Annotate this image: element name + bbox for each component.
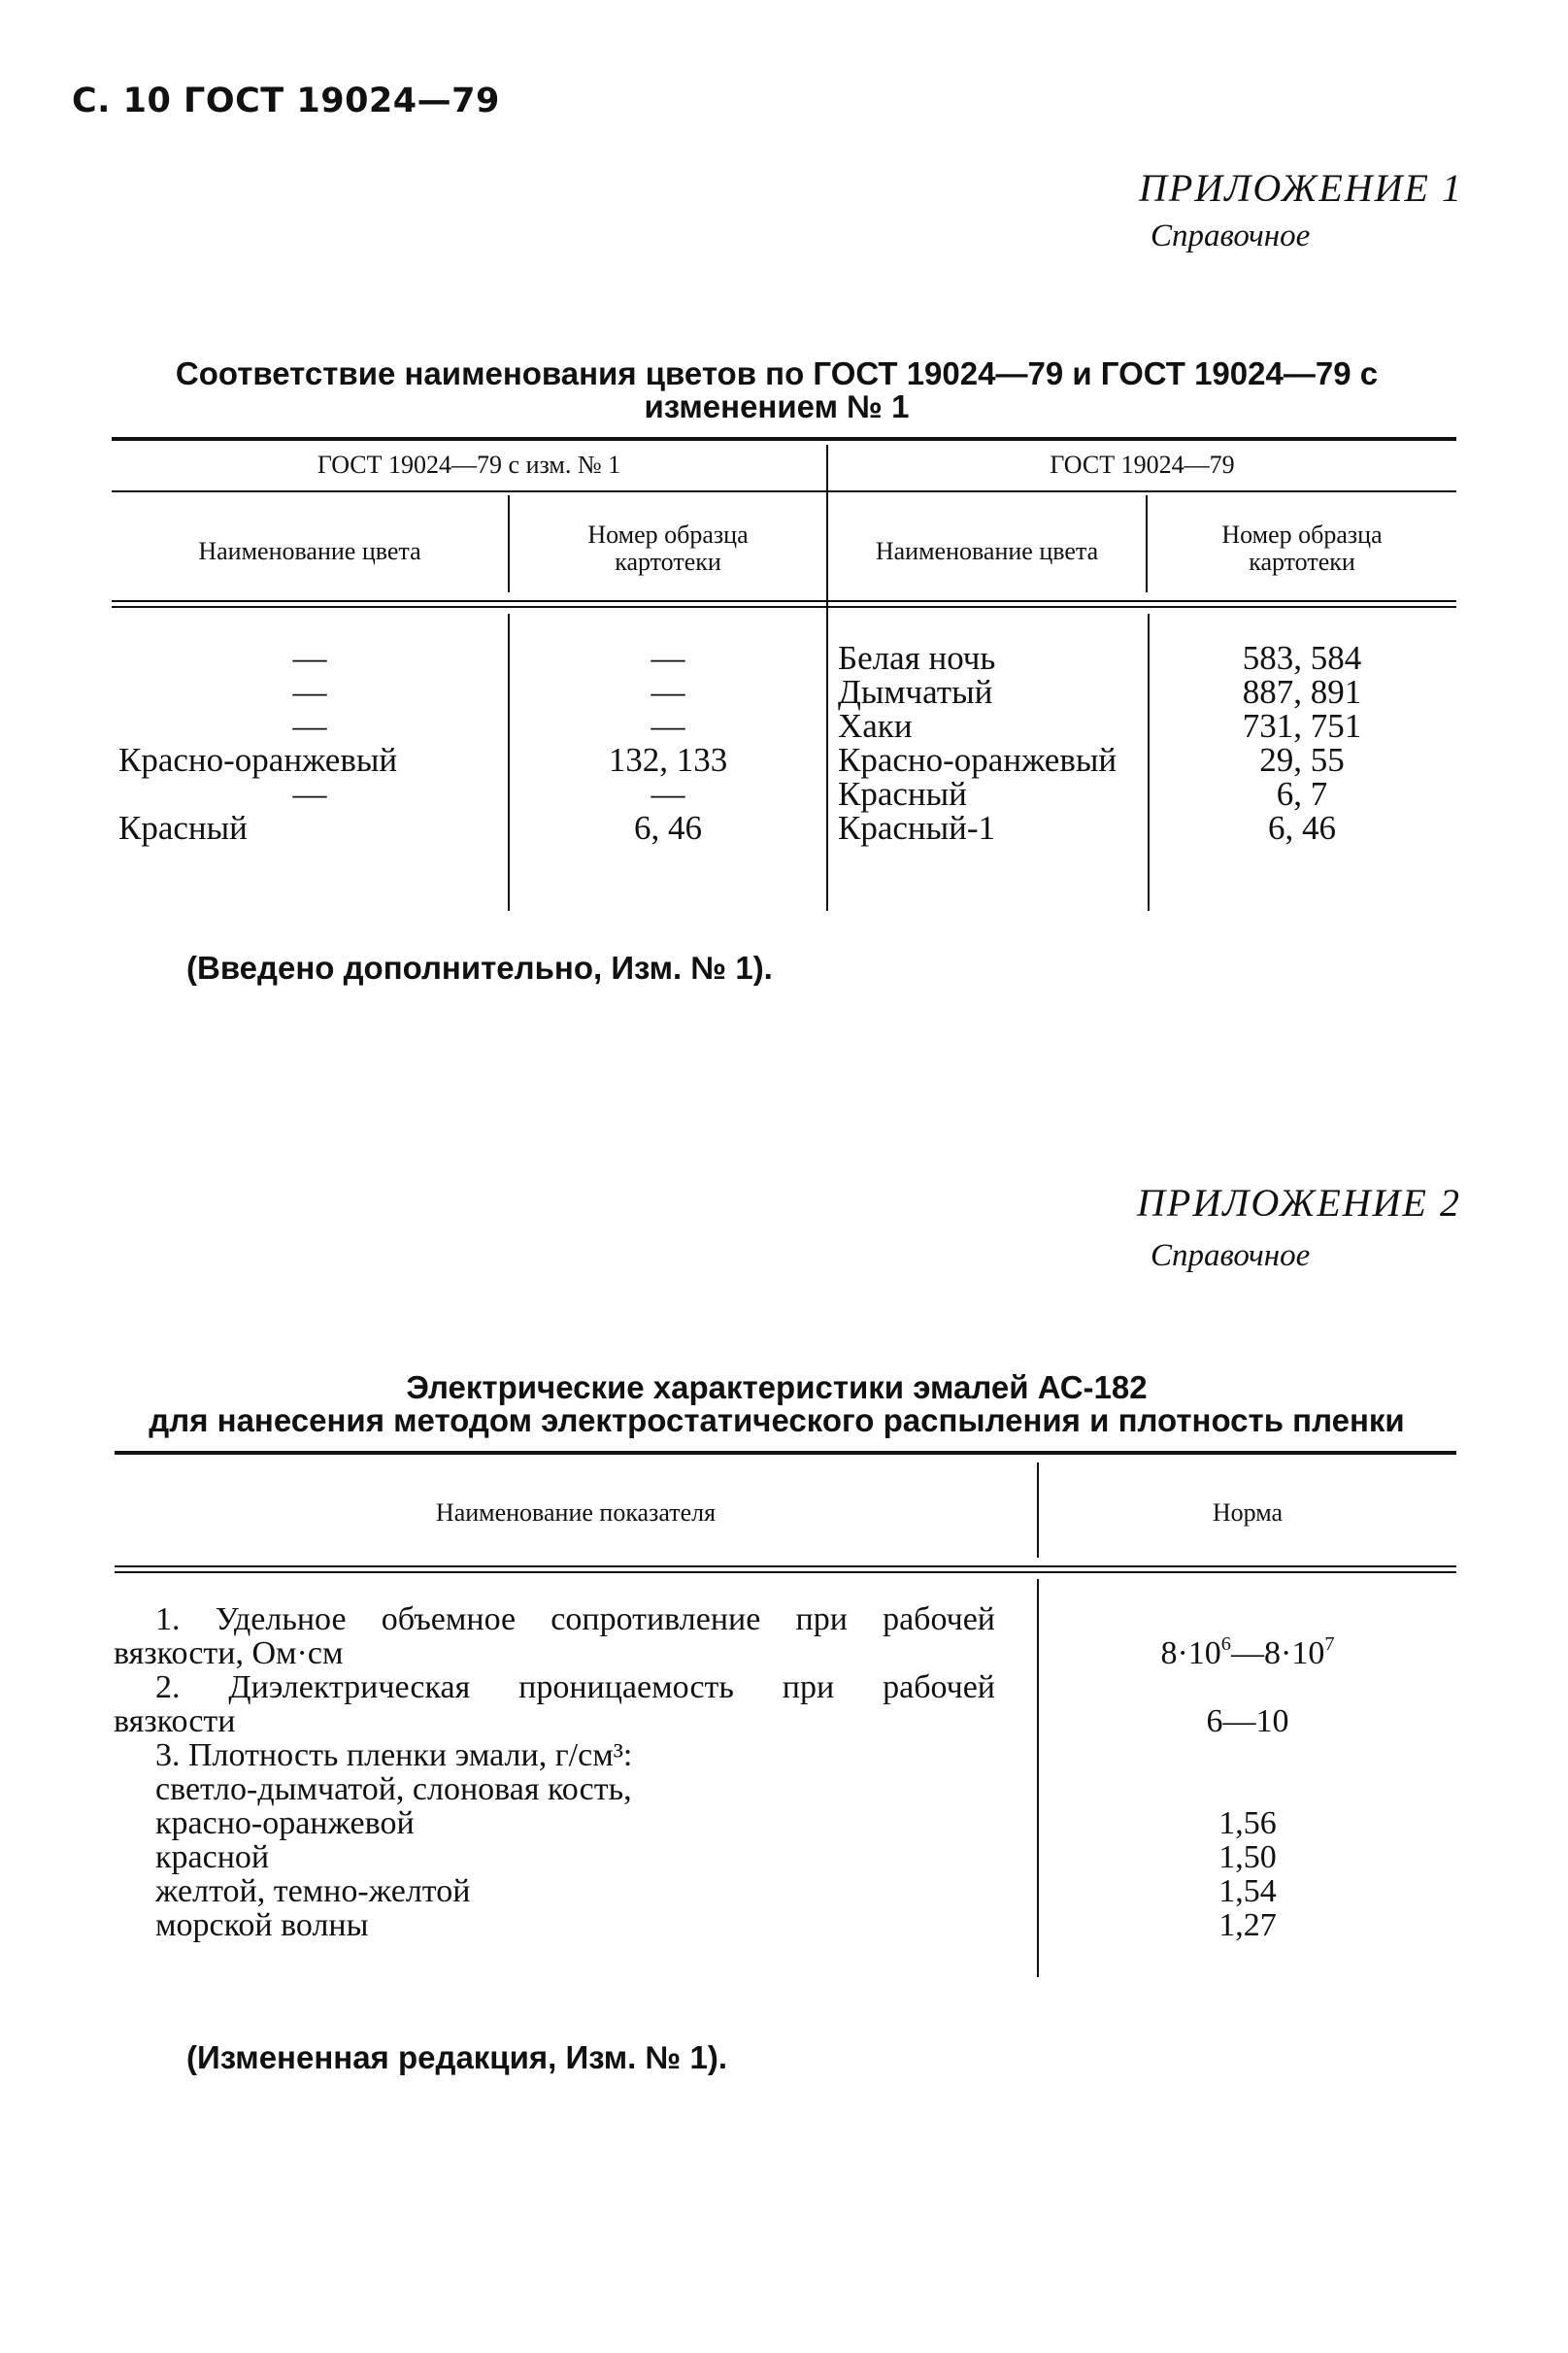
table2-row3-value: 1,27 (1218, 1907, 1277, 1943)
table1-col-header-4a: Номер образца (1221, 521, 1383, 549)
table1-cell: 6, 46 (634, 809, 702, 847)
appendix2-note: (Измененная редакция, Изм. № 1). (186, 2039, 727, 2075)
table2-col-header-1: Наименование показателя (435, 1498, 717, 1527)
table2-row3-line6: морской волны (155, 1907, 369, 1943)
table1-col-header-3: Наименование цвета (875, 537, 1099, 565)
table2-row3-line5: желтой, темно-желтой (155, 1873, 471, 1909)
appendix1-note: (Введено дополнительно, Изм. № 1). (186, 950, 773, 986)
table2-row2-value: 6—10 (1206, 1703, 1289, 1739)
table2-row1-line2: вязкости, Ом·см (114, 1635, 344, 1671)
table1-cell: Красно-оранжевый (838, 741, 1118, 779)
table2-row3-value: 1,50 (1218, 1839, 1277, 1875)
table2-row2-line2: вязкости (114, 1703, 236, 1739)
table2-row2-line1: 2. Диэлектрическая проницаемость при рабочей (155, 1669, 995, 1705)
table1-col-header-4b: картотеки (1249, 548, 1355, 576)
table1-cell: 583, 584 (1242, 639, 1362, 677)
table1-header-rule-a (112, 600, 1456, 602)
table2-row3-line4: красной (155, 1839, 270, 1875)
table1-cell: 132, 133 (608, 741, 728, 779)
table1-group-rule (112, 490, 1456, 492)
table2-row1-value: $8\cdot 10^6—8\cdot 10^7$ (1160, 1632, 1335, 1671)
table1-cell: 6, 46 (1268, 809, 1336, 847)
appendix2-title: ПРИЛОЖЕНИЕ 2 (1137, 1181, 1461, 1225)
table1-cell: — (651, 707, 685, 745)
page-header: С. 10 ГОСТ 19024—79 (72, 82, 500, 120)
table2-row3-value: 1,54 (1218, 1873, 1277, 1909)
table1-cell: Красно-оранжевый (118, 741, 398, 779)
table2-col-header-2: Норма (1212, 1498, 1284, 1527)
table1-cell: Красный-1 (838, 809, 996, 847)
table1-cell: — (651, 775, 685, 813)
table2-row3-line3: красно-оранжевой (155, 1805, 415, 1841)
appendix2-subtitle: Справочное (1151, 1238, 1311, 1273)
table2-row3-line2: светло-дымчатой, слоновая кость, (155, 1771, 632, 1807)
table1-cell: — (651, 639, 685, 677)
table1-title-line2: изменением № 1 (644, 388, 910, 424)
table1-cell: — (651, 673, 685, 711)
table1-header-rule-b (112, 606, 1456, 608)
table1-cell: Красный (118, 809, 248, 847)
table2-header-rule-a (115, 1565, 1456, 1567)
table1-top-rule (112, 437, 1456, 441)
table1-divider-main (826, 445, 828, 911)
table1-col-header-2b: картотеки (615, 548, 721, 576)
table2-row3-line1: 3. Плотность пленки эмали, г/см³: (155, 1737, 633, 1773)
table2-title-line2: для нанесения методом электростатического распыления и плотность пленки (149, 1402, 1405, 1438)
table1-cell: Белая ночь (838, 639, 996, 677)
table1-cell: — (292, 775, 327, 813)
table2-row1-line1: 1. Удельное объемное сопротивление при рабочей (155, 1601, 995, 1637)
table1-cell: 731, 751 (1242, 707, 1362, 745)
table2-row3-value: 1,56 (1218, 1805, 1277, 1841)
table1-col-header-1: Наименование цвета (198, 537, 421, 565)
table1-cell: — (292, 673, 327, 711)
appendix1-title: ПРИЛОЖЕНИЕ 1 (1139, 166, 1463, 210)
table1-col-header-2a: Номер образца (587, 521, 749, 549)
table1-group-header-1: ГОСТ 19024—79 с изм. № 1 (317, 451, 621, 479)
table2-title-line1: Электрические характеристики эмалей АС-182 (406, 1369, 1148, 1405)
table1-cell: 887, 891 (1242, 673, 1362, 711)
table1-cell: — (292, 639, 327, 677)
table1-cell: Дымчатый (838, 673, 993, 711)
table1-cell: Хаки (838, 707, 913, 745)
table1-group-header-2: ГОСТ 19024—79 (1050, 451, 1235, 479)
table1-cell: — (292, 707, 327, 745)
table1-cell: 29, 55 (1259, 741, 1345, 779)
appendix1-subtitle: Справочное (1151, 218, 1311, 253)
table1-cell: Красный (838, 775, 967, 813)
table2-header-rule-b (115, 1571, 1456, 1573)
table2-top-rule (115, 1451, 1456, 1455)
table1-cell: 6, 7 (1276, 775, 1328, 813)
table1-title-line1: Соответствие наименования цветов по ГОСТ 19024—79 и ГОСТ 19024—79 с (175, 355, 1379, 391)
